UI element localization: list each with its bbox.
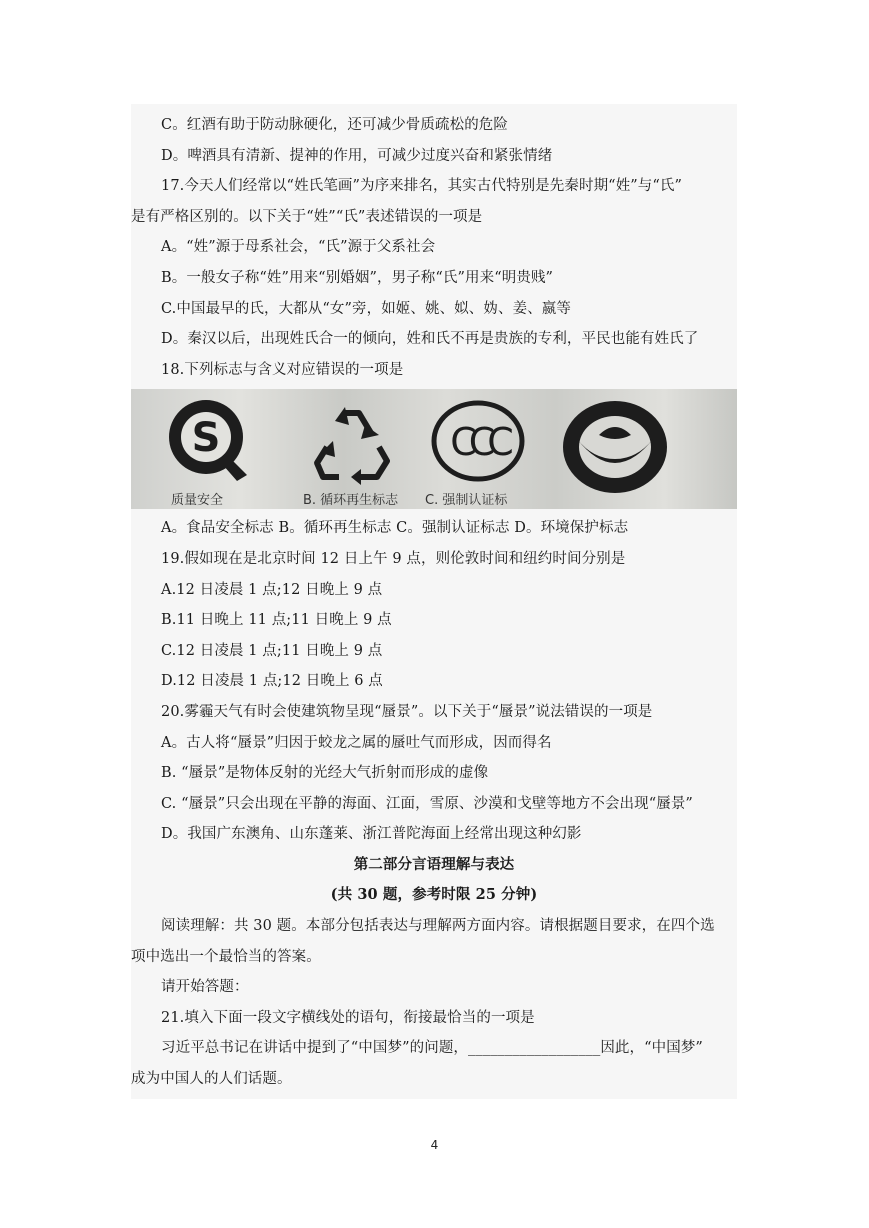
svg-text:CCC: CCC [450,420,506,465]
ccc-logo [423,395,533,495]
logo-caption-3: C. 强制认证标 [425,493,508,509]
page-number: 4 [430,1138,439,1152]
text-line: B.11 日晚上 11 点;11 日晚上 9 点 [161,612,392,629]
text-line: 是有严格区别的。以下关于“姓”“氏”表述错误的一项是 [131,208,483,225]
logo-caption-1: 质量安全 [171,493,224,509]
text-line: A。古人将“蜃景”归因于蛟龙之属的蜃吐气而形成，因而得名 [161,734,552,751]
recycle-logo [299,395,409,495]
text-line: 成为中国人的人们话题。 [131,1071,292,1088]
quality-safety-s-icon [161,395,261,495]
text-line: 习近平总书记在讲话中提到了“中国梦”的问题，__________________因此，“中国梦” [161,1040,703,1057]
document-body [131,104,737,1099]
text-line: C.中国最早的氏，大都从“女”旁，如姬、姚、姒、妫、姜、嬴等 [161,300,572,317]
text-line: 17.今天人们经常以“姓氏笔画”为序来排名，其实古代特别是先秦时期“姓”与“氏” [161,178,683,195]
text-line: 阅读理解：共 30 题。本部分包括表达与理解两方面内容。请根据题目要求，在四个选 [161,918,715,935]
text-line: 请开始答题： [161,979,249,996]
text-line: 19.假如现在是北京时间 12 日上午 9 点，则伦敦时间和纽约时间分别是 [161,550,626,567]
section-heading: 第二部分言语理解与表达 [353,855,515,873]
text-block-bottom [131,513,737,1094]
text-line: C.12 日凌晨 1 点;11 日晚上 9 点 [161,642,383,659]
text-block-top [131,110,737,385]
environmental-protection-icon [559,395,671,499]
text-line: A。“姓”源于母系社会，“氏”源于父系社会 [161,239,436,256]
text-line: 项中选出一个最恰当的答案。 [131,948,321,965]
text-line: D。啤酒具有清新、提神的作用，可减少过度兴奋和紧张情绪 [161,147,553,164]
quality-safety-logo [161,395,261,495]
text-line: 18.下列标志与含义对应错误的一项是 [161,361,404,378]
text-line: D.12 日凌晨 1 点;12 日晚上 6 点 [161,673,383,690]
environmental-logo [559,395,671,499]
ccc-certification-icon [423,395,533,495]
text-line: D。秦汉以后，出现姓氏合一的倾向，姓和氏不再是贵族的专利，平民也能有姓氏了 [161,331,699,348]
svg-text:S: S [191,415,221,462]
logo-photo-strip [131,389,737,509]
text-line: B。一般女子称“姓”用来“别婚姻”，男子称“氏”用来“明贵贱” [161,269,554,286]
text-line: C. “蜃景”只会出现在平静的海面、江面，雪原、沙漠和戈壁等地方不会出现“蜃景” [161,795,693,812]
text-line: D。我国广东澳角、山东蓬莱、浙江普陀海面上经常出现这种幻影 [161,826,582,843]
logo-caption-2: B. 循环再生标志 [303,493,399,509]
section-heading: (共 30 题，参考时限 25 分钟) [330,886,538,904]
text-line: A.12 日凌晨 1 点;12 日晚上 9 点 [161,581,383,598]
text-line: A。食品安全标志 B。循环再生标志 C。强制认证标志 D。环境保护标志 [161,520,629,537]
text-line: C。红酒有助于防动脉硬化，还可减少骨质疏松的危险 [161,117,508,133]
text-line: 21.填入下面一段文字横线处的语句，衔接最恰当的一项是 [161,1009,535,1026]
recycle-icon [299,395,409,495]
text-line: B. “蜃景”是物体反射的光经大气折射而形成的虚像 [161,765,489,782]
text-line: 20.雾霾天气有时会使建筑物呈现“蜃景”。以下关于“蜃景”说法错误的一项是 [161,703,653,720]
